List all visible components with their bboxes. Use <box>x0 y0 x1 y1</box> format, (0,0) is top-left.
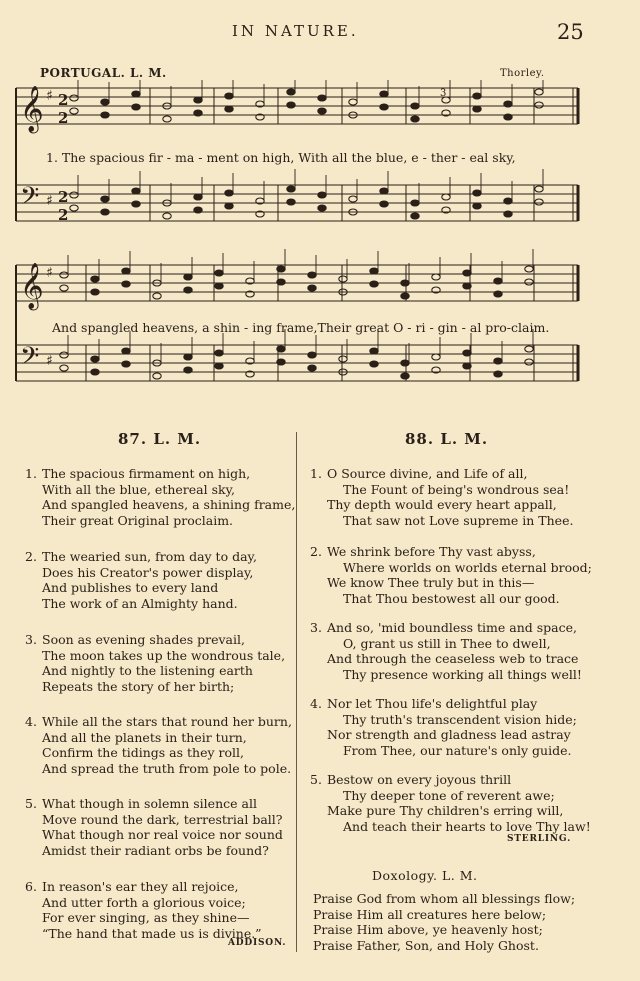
verse-line: The wearied sun, from day to day, <box>42 549 257 564</box>
verse-line: From Thee, our nature's only guide. <box>343 742 572 758</box>
note-head <box>70 108 78 114</box>
page-number: 25 <box>557 20 584 44</box>
hymn-88-verse-3 <box>310 620 635 684</box>
note-head <box>287 199 295 205</box>
bass-clef-icon: 𝄢 <box>20 342 40 377</box>
verse-line: Nor let Thou life's delightful play <box>327 696 538 711</box>
note-head <box>504 198 512 204</box>
verse-line: Bestow on every joyous thrill <box>327 772 512 787</box>
treble-clef-icon: 𝄞 <box>20 86 44 132</box>
note-head <box>225 203 233 209</box>
doxology-title: Doxology. L. M. <box>372 868 478 883</box>
verse-line: That Thou bestowest all our good. <box>343 590 560 606</box>
hymn-88-verse-4 <box>310 696 635 760</box>
note-head <box>401 360 409 366</box>
hymn-87-title: 87. L. M. <box>118 430 202 448</box>
note-head <box>287 102 295 108</box>
hymn-88-author: STERLING. <box>507 834 571 844</box>
tune-name: PORTUGAL. L. M. <box>40 66 167 80</box>
verse-line: In reason's ear they all rejoice, <box>42 879 239 894</box>
note-head <box>525 266 533 272</box>
note-head <box>494 358 502 364</box>
verse-number: 5. <box>25 796 37 811</box>
note-head <box>184 274 192 280</box>
time-signature: 2 <box>58 188 69 206</box>
note-head <box>101 196 109 202</box>
note-head <box>194 110 202 116</box>
note-head <box>401 293 409 299</box>
note-head <box>473 203 481 209</box>
note-head <box>277 346 285 352</box>
note-head <box>535 199 543 205</box>
note-head <box>132 91 140 97</box>
note-head <box>432 274 440 280</box>
note-head <box>60 352 68 358</box>
verse-line: Soon as evening shades prevail, <box>42 632 245 647</box>
hymn-88-verse-5 <box>310 772 635 836</box>
note-head <box>349 99 357 105</box>
note-head <box>442 194 450 200</box>
note-head <box>504 211 512 217</box>
sharp-icon: ♯ <box>46 193 53 209</box>
verse-line: Move round the dark, terrestrial ball? <box>42 811 283 827</box>
note-head <box>60 365 68 371</box>
note-head <box>535 102 543 108</box>
time-signature: 2 <box>58 206 69 224</box>
verse-line: O, grant us still in Thee to dwell, <box>343 635 551 651</box>
verse-line: Praise Him above, ye heavenly host; <box>313 922 543 937</box>
hymn-87-author: ADDISON. <box>228 938 287 948</box>
verse-line: “The hand that made us is divine.” <box>42 925 262 941</box>
note-head <box>194 207 202 213</box>
verse-line: Praise Father, Son, and Holy Ghost. <box>313 937 539 953</box>
note-head <box>494 278 502 284</box>
note-head <box>153 373 161 379</box>
note-head <box>132 201 140 207</box>
tune-composer: Thorley. <box>500 68 545 79</box>
note-head <box>225 93 233 99</box>
note-head <box>225 106 233 112</box>
verse-line: And publishes to every land <box>42 580 219 595</box>
sharp-icon: ♯ <box>46 353 53 369</box>
note-head <box>101 112 109 118</box>
sharp-icon: ♯ <box>46 88 53 104</box>
staff-systems <box>16 86 578 381</box>
note-head <box>411 213 419 219</box>
hymn-87-verse-5 <box>25 796 290 860</box>
note-head <box>473 190 481 196</box>
verse-line: And teach their hearts to love Thy law! <box>343 818 591 834</box>
note-head <box>411 116 419 122</box>
note-head <box>535 186 543 192</box>
verse-line: And spread the truth from pole to pole. <box>42 760 292 776</box>
verse-line: Where worlds on worlds eternal brood; <box>343 559 592 575</box>
lyric-line-1: 1. The spacious fir - ma - ment on high, With all the blue, e - ther - eal sky, <box>46 150 516 165</box>
note-head <box>70 192 78 198</box>
note-head <box>277 266 285 272</box>
note-head <box>194 194 202 200</box>
note-head <box>308 365 316 371</box>
note-head <box>473 106 481 112</box>
verse-line: And all the planets in their turn, <box>42 729 247 745</box>
verse-line: We shrink before Thy vast abyss, <box>327 544 536 559</box>
time-signature: 2 <box>58 109 69 127</box>
note-head <box>318 205 326 211</box>
hymn-88-verse-2 <box>310 544 635 608</box>
note-head <box>504 114 512 120</box>
hymn-88-title: 88. L. M. <box>405 430 489 448</box>
note-head <box>308 272 316 278</box>
note-head <box>370 268 378 274</box>
verse-line: Confirm the tidings as they roll, <box>42 745 245 760</box>
verse-line: Thy depth would every heart appall, <box>327 497 557 512</box>
note-head <box>318 108 326 114</box>
hymn-87-verse-4 <box>25 714 290 778</box>
note-head <box>380 104 388 110</box>
treble-clef-icon: 𝄞 <box>20 263 44 309</box>
note-head <box>91 356 99 362</box>
note-head <box>463 283 471 289</box>
note-head <box>215 270 223 276</box>
verse-number: 2. <box>310 544 322 559</box>
verse-number: 4. <box>25 714 37 729</box>
note-head <box>525 279 533 285</box>
note-head <box>277 279 285 285</box>
note-head <box>287 186 295 192</box>
verse-line: And spangled heavens, a shining frame, <box>42 497 296 512</box>
note-head <box>225 190 233 196</box>
note-head <box>163 116 171 122</box>
note-head <box>349 196 357 202</box>
note-head <box>132 104 140 110</box>
verse-line: And through the ceaseless web to trace <box>327 651 579 666</box>
verse-line: And so, 'mid boundless time and space, <box>327 620 577 635</box>
verse-line: Praise Him all creatures here below; <box>313 906 547 922</box>
note-head <box>60 285 68 291</box>
note-head <box>122 281 130 287</box>
note-head <box>287 89 295 95</box>
bass-clef-icon: 𝄢 <box>20 182 40 217</box>
note-head <box>132 188 140 194</box>
verse-line: The moon takes up the wondrous tale, <box>42 647 286 663</box>
verse-line: The Fount of being's wondrous sea! <box>343 481 570 497</box>
verse-number: 3. <box>310 620 322 635</box>
note-head <box>463 350 471 356</box>
note-head <box>184 287 192 293</box>
verse-line: Repeats the story of her birth; <box>42 678 235 694</box>
verse-number: 3. <box>25 632 37 647</box>
verse-line: And utter forth a glorious voice; <box>42 894 246 910</box>
verse-number: 1. <box>25 466 37 481</box>
note-head <box>318 192 326 198</box>
verse-line: And nightly to the listening earth <box>42 663 253 678</box>
note-head <box>215 283 223 289</box>
verse-line: Nor strength and gladness lead astray <box>327 727 571 742</box>
hymn-87-verse-2 <box>25 549 290 613</box>
verse-number: 2. <box>25 549 37 564</box>
note-head <box>473 93 481 99</box>
note-head <box>60 272 68 278</box>
note-head <box>339 276 347 282</box>
note-head <box>318 95 326 101</box>
note-head <box>494 291 502 297</box>
note-head <box>153 293 161 299</box>
verse-line: We know Thee truly but in this— <box>327 575 535 590</box>
hymn-88-verse-1 <box>310 466 635 530</box>
note-head <box>370 348 378 354</box>
note-head <box>101 209 109 215</box>
verse-line: With all the blue, ethereal sky, <box>42 481 235 497</box>
note-head <box>277 359 285 365</box>
note-head <box>184 354 192 360</box>
column-divider <box>296 432 297 952</box>
note-head <box>525 359 533 365</box>
note-head <box>194 97 202 103</box>
verse-line: Make pure Thy children's erring will, <box>327 803 564 818</box>
note-head <box>411 103 419 109</box>
verse-line: O Source divine, and Life of all, <box>327 466 528 481</box>
hymn-87-verse-1 <box>25 466 296 530</box>
note-head <box>215 350 223 356</box>
verse-line: That saw not Love supreme in Thee. <box>343 512 574 528</box>
music-score <box>0 80 640 410</box>
note-head <box>122 268 130 274</box>
note-head <box>122 348 130 354</box>
verse-line: Does his Creator's power display, <box>42 564 254 580</box>
verse-number: 5. <box>310 772 322 787</box>
hymn-87-verse-3 <box>25 632 290 696</box>
note-head <box>308 352 316 358</box>
verse-line: The spacious firmament on high, <box>42 466 251 481</box>
note-head <box>411 200 419 206</box>
verse-number: 6. <box>25 879 37 894</box>
note-head <box>380 201 388 207</box>
verse-line: Amidst their radiant orbs be found? <box>42 842 269 858</box>
verse-line: Praise God from whom all blessings flow; <box>313 891 576 906</box>
verse-number: 4. <box>310 696 322 711</box>
note-head <box>494 371 502 377</box>
note-head <box>101 99 109 105</box>
time-signature: 2 <box>58 91 69 109</box>
verse-line: Thy deeper tone of reverent awe; <box>343 787 555 803</box>
note-head <box>215 363 223 369</box>
verse-line: Their great Original proclaim. <box>42 512 234 528</box>
note-head <box>504 101 512 107</box>
note-head <box>91 276 99 282</box>
note-head <box>308 285 316 291</box>
note-head <box>70 95 78 101</box>
note-head <box>163 213 171 219</box>
note-head <box>91 369 99 375</box>
note-head <box>370 281 378 287</box>
doxology-verse <box>313 891 633 955</box>
note-head <box>91 289 99 295</box>
sharp-icon: ♯ <box>46 265 53 281</box>
note-head <box>380 188 388 194</box>
verse-line: While all the stars that round her burn, <box>42 714 292 729</box>
note-head <box>463 363 471 369</box>
verse-line: The work of an Almighty hand. <box>42 595 238 611</box>
verse-line: Thy truth's transcendent vision hide; <box>343 711 577 727</box>
triplet-mark: 3 <box>440 88 447 99</box>
note-head <box>70 205 78 211</box>
note-head <box>380 91 388 97</box>
note-head <box>535 89 543 95</box>
note-head <box>184 367 192 373</box>
verse-line: Thy presence working all things well! <box>343 666 582 682</box>
note-head <box>339 356 347 362</box>
hymn-87-verse-6 <box>25 879 290 943</box>
note-head <box>525 346 533 352</box>
lyric-line-2: And spangled heavens, a shin - ing frame,Their great O - ri - gin - al pro-claim. <box>52 320 550 335</box>
verse-line: For ever singing, as they shine— <box>42 910 250 925</box>
verse-line: What though nor real voice nor sound <box>42 827 283 842</box>
running-title: IN NATURE. <box>232 22 359 40</box>
note-head <box>432 354 440 360</box>
note-head <box>463 270 471 276</box>
note-head <box>401 280 409 286</box>
note-head <box>122 361 130 367</box>
note-head <box>401 373 409 379</box>
verse-number: 1. <box>310 466 322 481</box>
verse-line: What though in solemn silence all <box>42 796 257 811</box>
note-head <box>370 361 378 367</box>
